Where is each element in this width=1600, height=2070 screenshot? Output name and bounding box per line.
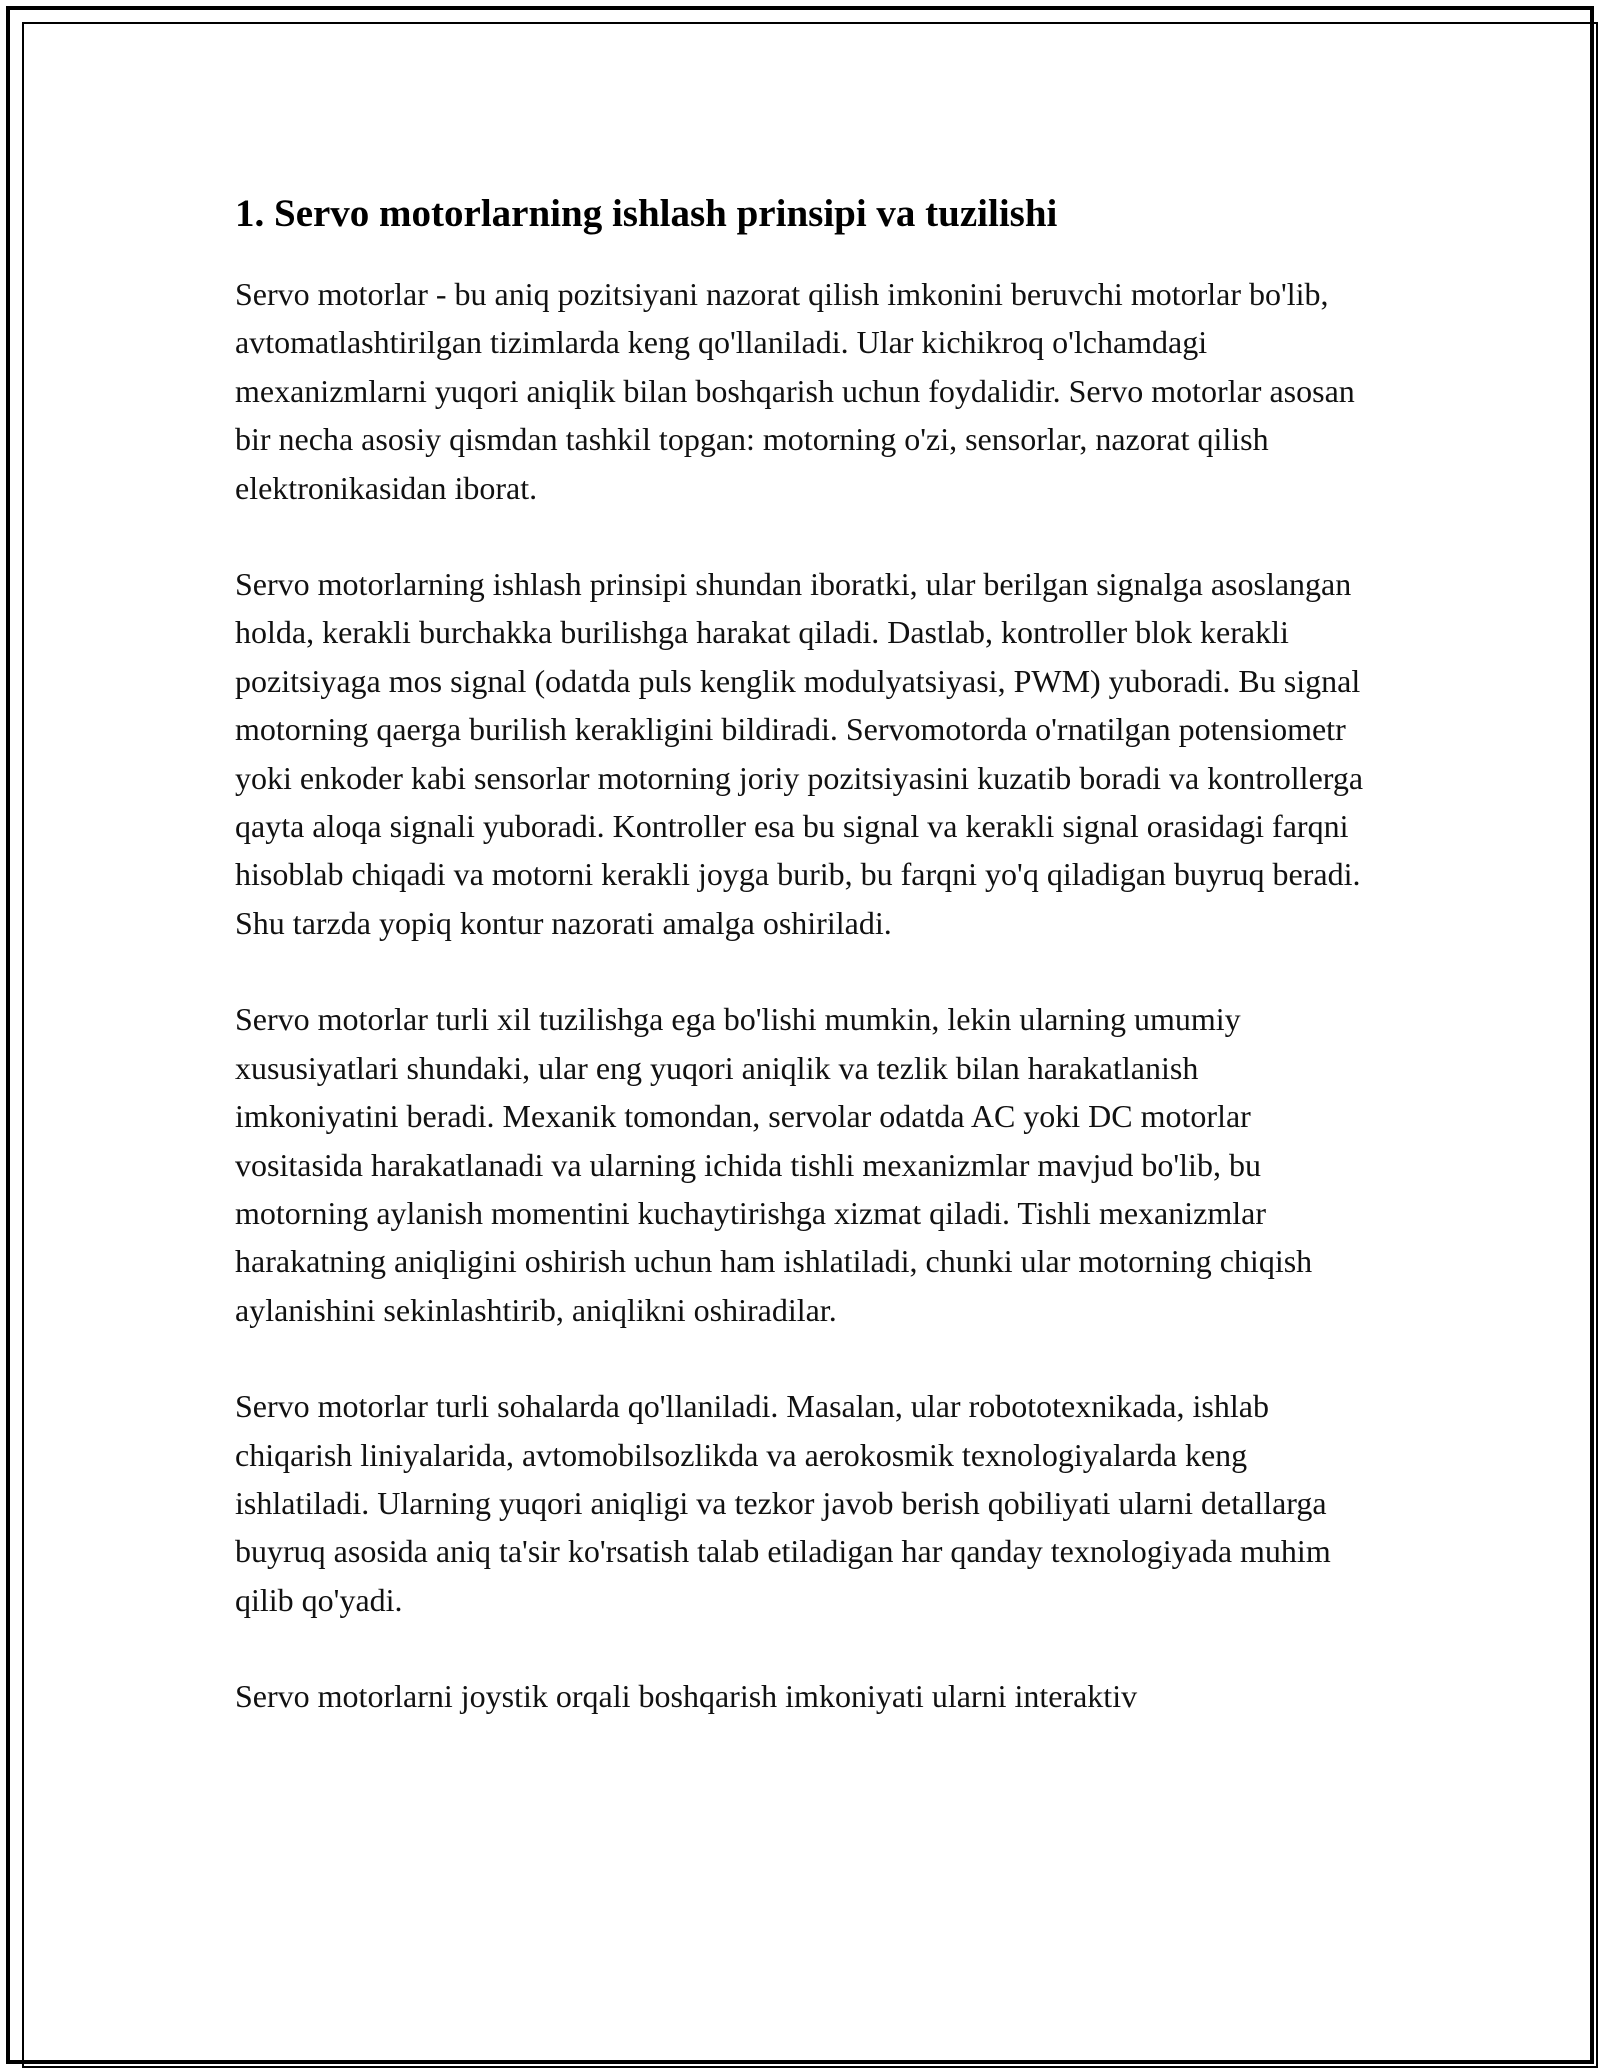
paragraph-1: Servo motorlar - bu aniq pozitsiyani nazorat qilish imkonini beruvchi motorlar bo'lib, avtomatlashtirilgan tizimlarda keng qo'llaniladi. Ular kichikroq o'lchamdagi mexanizmlarni yuqori aniqlik bilan boshqarish uchun foydalidir. Servo motorlar asosan bir necha asosiy qismdan tashkil topgan: motorning o'zi, sensorlar, nazorat qilish elektronikasidan iborat. xyxy=(235,276,1355,506)
document-body xyxy=(235,186,1365,1721)
section-heading: 1. Servo motorlarning ishlash prinsipi va tuzilishi xyxy=(235,192,1058,235)
paragraph-3: Servo motorlar turli xil tuzilishga ega bo'lishi mumkin, lekin ularning umumiy xususiyatlari shundaki, ular eng yuqori aniqlik va tezlik bilan harakatlanish imkoniyatini beradi. Mexanik tomondan, servolar odatda AC yoki DC motorlar vositasida harakatlanadi va ularning ichida tishli mexanizmlar mavjud bo'lib, bu motorning aylanish momentini kuchaytirishga xizmat qiladi. Tishli mexanizmlar harakatning aniqligini oshirish uchun ham ishlatiladi, chunki ular motorning chiqish aylanishini sekinlashtirib, aniqlikni oshiradilar. xyxy=(235,1001,1313,1328)
paragraph-2: Servo motorlarning ishlash prinsipi shundan iboratki, ular berilgan signalga asoslangan holda, kerakli burchakka burilishga harakat qiladi. Dastlab, kontroller blok kerakli pozitsiyaga mos signal (odatda puls kenglik modulyatsiyasi, PWM) yuboradi. Bu signal motorning qaerga burilish kerakligini bildiradi. Servomotorda o'rnatilgan potensiometr yoki enkoder kabi sensorlar motorning joriy pozitsiyasini kuzatib boradi va kontrollerga qayta aloqa signali yuboradi. Kontroller esa bu signal va kerakli signal orasidagi farqni hisoblab chiqadi va motorni kerakli joyga burib, bu farqni yo'q qiladigan buyruq beradi. Shu tarzda yopiq kontur nazorati amalga oshiriladi. xyxy=(235,566,1364,941)
paragraph-4: Servo motorlar turli sohalarda qo'llaniladi. Masalan, ular robototexnikada, ishlab chiqarish liniyalarida, avtomobilsozlikda va aerokosmik texnologiyalarda keng ishlatiladi. Ularning yuqori aniqligi va tezkor javob berish qobiliyati ularni detallarga buyruq asosida aniq ta'sir ko'rsatish talab etiladigan har qanday texnologiyada muhim qilib qo'yadi. xyxy=(235,1388,1331,1618)
paragraph-5: Servo motorlarni joystik orqali boshqarish imkoniyati ularni interaktiv xyxy=(235,1678,1138,1715)
